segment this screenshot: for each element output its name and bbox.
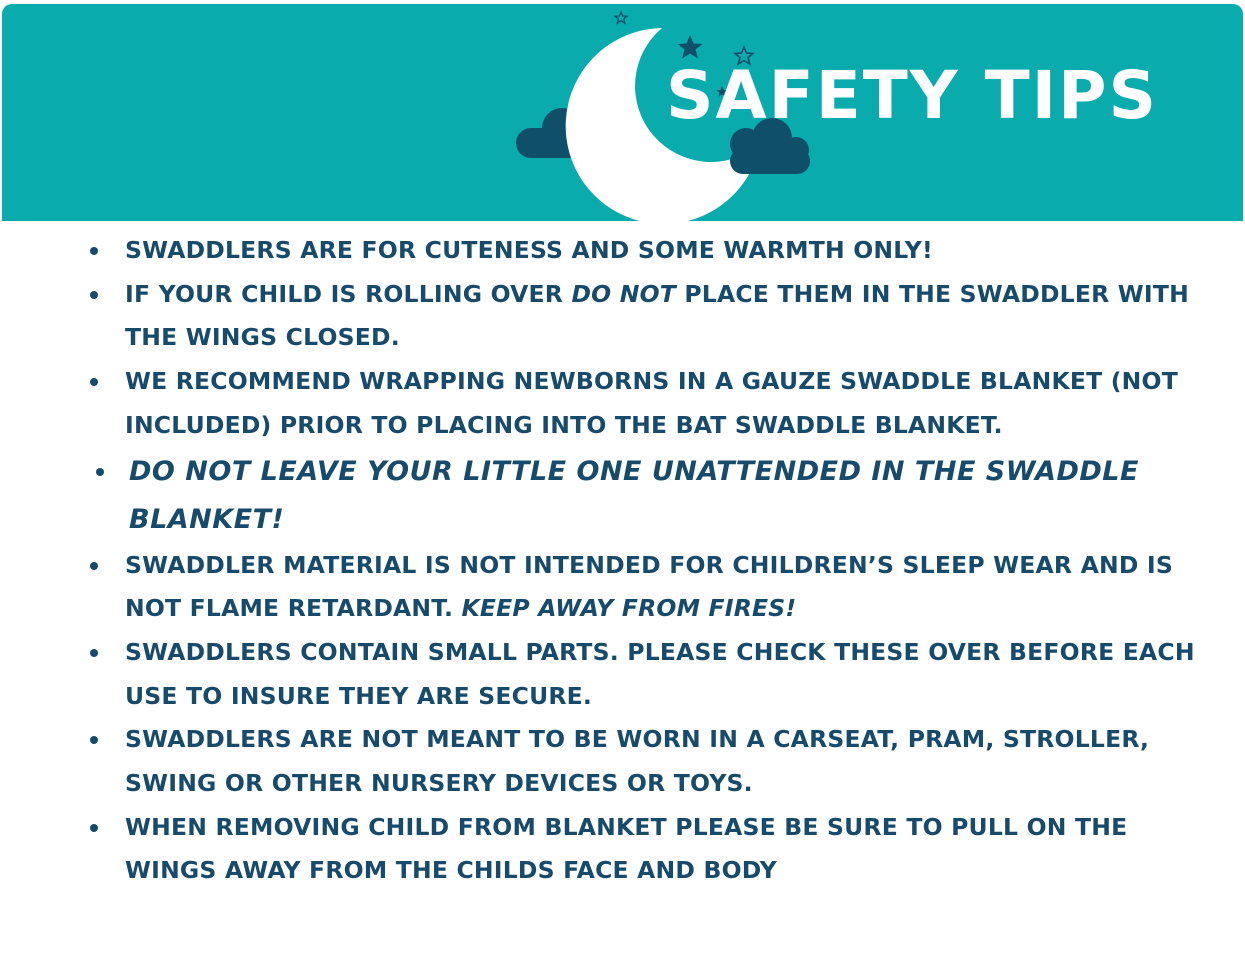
tip-text: PLACE THEM IN THE SWADDLER WITH THE WINGS CLOSED.	[125, 279, 1189, 352]
list-item	[86, 718, 1206, 805]
tip-text: SWADDLERS ARE NOT MEANT TO BE WORN IN A CARSEAT, PRAM, STROLLER, SWING OR OTHER NURSERY DEVICES OR TOYS.	[125, 725, 1150, 798]
bullet-icon	[90, 736, 98, 744]
tip-text: SWADDLER MATERIAL IS NOT INTENDED FOR CHILDREN’S SLEEP WEAR AND IS NOT FLAME RETARDANT.	[125, 550, 1173, 623]
bullet-icon	[96, 468, 104, 476]
bullet-icon	[90, 378, 98, 386]
bullet-icon	[90, 291, 98, 299]
tip-emphasis: DO NOT	[571, 279, 676, 308]
list-item	[86, 273, 1206, 360]
list-item	[86, 448, 1206, 544]
list-item	[86, 360, 1206, 447]
list-item	[86, 806, 1206, 893]
star-filled-icon	[678, 35, 703, 59]
page-title: SAFETY TIPS	[666, 57, 1159, 134]
bullet-icon	[90, 562, 98, 570]
safety-tips-list	[86, 229, 1206, 893]
star-small-outline-icon	[615, 12, 627, 23]
tip-text: SWADDLERS CONTAIN SMALL PARTS. PLEASE CHECK THESE OVER BEFORE EACH USE TO INSURE THEY ARE SECURE.	[125, 637, 1195, 710]
tip-text: SWADDLERS ARE FOR CUTENESS AND SOME WARMTH ONLY!	[125, 236, 933, 264]
tip-emphasis: KEEP AWAY FROM FIRES!	[461, 594, 797, 623]
list-item	[86, 631, 1206, 718]
tip-text: WHEN REMOVING CHILD FROM BLANKET PLEASE BE SURE TO PULL ON THE WINGS AWAY FROM THE CHILDS FACE AND BODY	[125, 812, 1128, 885]
bullet-icon	[90, 649, 98, 657]
tip-text: IF YOUR CHILD IS ROLLING OVER	[125, 279, 572, 308]
bullet-icon	[90, 824, 98, 832]
tip-text: WE RECOMMEND WRAPPING NEWBORNS IN A GAUZE SWADDLE BLANKET (NOT INCLUDED) PRIOR TO PLACING INTO THE BAT SWADDLE BLANKET.	[125, 367, 1178, 439]
header-banner	[2, 4, 1243, 221]
tip-text: DO NOT LEAVE YOUR LITTLE ONE UNATTENDED IN THE SWADDLE BLANKET!	[129, 455, 1139, 535]
list-item	[86, 229, 1206, 273]
bullet-icon	[90, 247, 98, 255]
list-item	[86, 544, 1206, 631]
